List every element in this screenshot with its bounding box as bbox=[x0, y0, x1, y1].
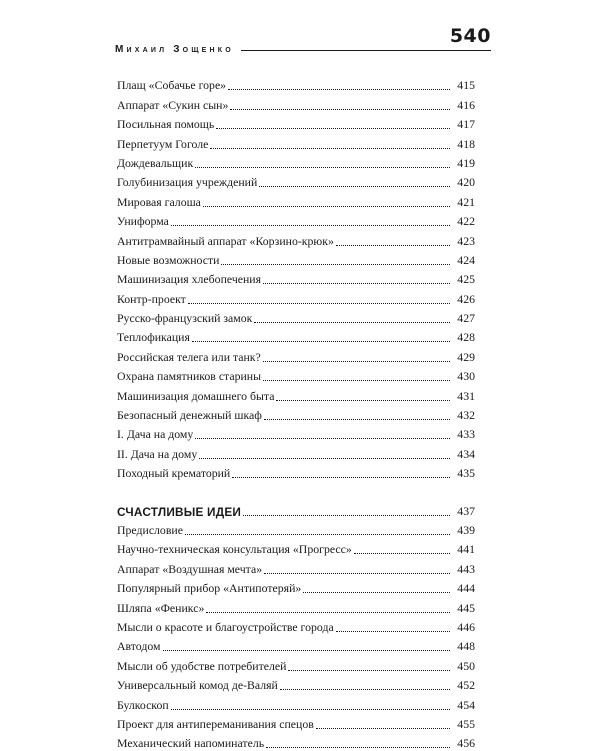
table-of-contents bbox=[117, 74, 475, 751]
toc-entry bbox=[117, 423, 475, 442]
toc-entry bbox=[117, 365, 475, 384]
toc-entry-title: Русско-французский замок bbox=[117, 311, 253, 326]
toc-list-part1 bbox=[117, 74, 475, 481]
toc-entry bbox=[117, 93, 475, 112]
toc-entry-title: Российская телега или танк? bbox=[117, 349, 261, 364]
dot-leader bbox=[280, 689, 450, 690]
toc-entry-title: Посильная помощь bbox=[117, 117, 215, 132]
toc-entry-title: Мысли об удобстве потребителей bbox=[117, 658, 287, 673]
page-number: 540 bbox=[449, 25, 491, 47]
toc-entry-page-number: 427 bbox=[457, 311, 475, 326]
toc-entry-title: Контр-проект bbox=[117, 291, 186, 306]
toc-entry-page-number: 426 bbox=[457, 291, 475, 306]
toc-entry-page-number: 443 bbox=[457, 561, 475, 576]
toc-entry-title: Научно-техническая консультация «Прогресс» bbox=[117, 542, 352, 557]
toc-entry-page-number: 439 bbox=[457, 522, 475, 537]
toc-entry-title: Популярный прибор «Антипотеряй» bbox=[117, 581, 302, 596]
dot-leader bbox=[195, 167, 450, 168]
dot-leader bbox=[232, 477, 450, 478]
dot-leader bbox=[228, 89, 450, 90]
toc-entry-title: Мысли о красоте и благоустройстве города bbox=[117, 619, 334, 634]
toc-entry-title: I. Дача на дому bbox=[117, 427, 194, 442]
toc-entry-page-number: 454 bbox=[457, 697, 475, 712]
toc-entry-page-number: 425 bbox=[457, 272, 475, 287]
toc-entry-page-number: 422 bbox=[457, 214, 475, 229]
dot-leader bbox=[206, 612, 450, 613]
dot-leader bbox=[263, 380, 450, 381]
toc-entry bbox=[117, 693, 475, 712]
toc-entry-page-number: 432 bbox=[457, 408, 475, 423]
toc-entry-title: Булкоскоп bbox=[117, 697, 169, 712]
toc-entry-title: Голубинизация учреждений bbox=[117, 175, 258, 190]
toc-entry-page-number: 444 bbox=[457, 581, 475, 596]
toc-section-heading bbox=[117, 499, 475, 518]
toc-entry bbox=[117, 345, 475, 364]
dot-leader bbox=[264, 573, 450, 574]
dot-leader bbox=[192, 341, 450, 342]
toc-entry-page-number: 428 bbox=[457, 330, 475, 345]
dot-leader bbox=[263, 283, 450, 284]
toc-entry-title: Безопасный денежный шкаф bbox=[117, 408, 262, 423]
toc-entry bbox=[117, 249, 475, 268]
toc-entry bbox=[117, 713, 475, 732]
dot-leader bbox=[259, 186, 450, 187]
toc-entry bbox=[117, 404, 475, 423]
dot-leader bbox=[210, 148, 450, 149]
toc-entry-title: Мировая галоша bbox=[117, 194, 201, 209]
dot-leader bbox=[316, 728, 450, 729]
toc-entry-title: Механический напоминатель bbox=[117, 736, 265, 751]
dot-leader bbox=[203, 206, 450, 207]
dot-leader bbox=[243, 515, 450, 516]
toc-entry bbox=[117, 442, 475, 461]
toc-entry-page-number: 456 bbox=[457, 736, 475, 751]
toc-entry-page-number: 421 bbox=[457, 194, 475, 209]
toc-entry bbox=[117, 462, 475, 481]
toc-entry-page-number: 445 bbox=[457, 600, 475, 615]
dot-leader bbox=[276, 400, 450, 401]
dot-leader bbox=[199, 458, 450, 459]
toc-entry bbox=[117, 616, 475, 635]
toc-entry-page-number: 450 bbox=[457, 658, 475, 673]
toc-entry-page-number: 452 bbox=[457, 678, 475, 693]
toc-entry bbox=[117, 210, 475, 229]
toc-entry-page-number: 424 bbox=[457, 252, 475, 267]
toc-entry bbox=[117, 307, 475, 326]
toc-entry bbox=[117, 654, 475, 673]
toc-entry-title: Предисловие bbox=[117, 522, 183, 537]
running-header bbox=[115, 44, 491, 60]
toc-entry-page-number: 420 bbox=[457, 175, 475, 190]
toc-entry-title: Автодом bbox=[117, 639, 161, 654]
toc-entry-page-number: 415 bbox=[457, 78, 475, 93]
dot-leader bbox=[266, 747, 450, 748]
toc-entry-title: Дождевальщик bbox=[117, 155, 194, 170]
section-page-number: 437 bbox=[457, 503, 475, 518]
toc-entry-title: Перпетуум Гоголе bbox=[117, 136, 209, 151]
toc-entry-title: Охрана памятников старины bbox=[117, 369, 262, 384]
toc-entry-title: Новые возможности bbox=[117, 252, 220, 267]
toc-entry bbox=[117, 557, 475, 576]
dot-leader bbox=[185, 534, 450, 535]
toc-entry bbox=[117, 287, 475, 306]
toc-entry-page-number: 423 bbox=[457, 233, 475, 248]
toc-entry bbox=[117, 732, 475, 751]
toc-entry-title: Машинизация домашнего быта bbox=[117, 388, 275, 403]
toc-entry bbox=[117, 132, 475, 151]
toc-entry-page-number: 419 bbox=[457, 155, 475, 170]
toc-entry-page-number: 433 bbox=[457, 427, 475, 442]
toc-entry-title: Машинизация хлебопечения bbox=[117, 272, 262, 287]
dot-leader bbox=[171, 709, 450, 710]
toc-entry bbox=[117, 596, 475, 615]
dot-leader bbox=[230, 109, 450, 110]
toc-entry-title: II. Дача на дому bbox=[117, 446, 198, 461]
toc-entry bbox=[117, 674, 475, 693]
toc-entry-title: Шляпа «Феникс» bbox=[117, 600, 205, 615]
toc-list-part2 bbox=[117, 519, 475, 751]
section-gap bbox=[117, 481, 475, 499]
dot-leader bbox=[216, 128, 450, 129]
toc-entry-page-number: 434 bbox=[457, 446, 475, 461]
toc-entry bbox=[117, 384, 475, 403]
header-rule bbox=[241, 50, 491, 51]
toc-entry-page-number: 418 bbox=[457, 136, 475, 151]
toc-entry-title: Униформа bbox=[117, 214, 169, 229]
toc-entry-page-number: 455 bbox=[457, 716, 475, 731]
toc-entry bbox=[117, 74, 475, 93]
dot-leader bbox=[264, 419, 450, 420]
dot-leader bbox=[303, 592, 450, 593]
toc-entry-title: Аппарат «Воздушная мечта» bbox=[117, 561, 263, 576]
author-name: Михаил Зощенко bbox=[115, 44, 234, 55]
dot-leader bbox=[195, 438, 450, 439]
dot-leader bbox=[336, 245, 450, 246]
toc-entry-title: Плащ «Собачье горе» bbox=[117, 78, 227, 93]
toc-entry bbox=[117, 577, 475, 596]
toc-entry-page-number: 446 bbox=[457, 619, 475, 634]
toc-entry bbox=[117, 190, 475, 209]
toc-entry bbox=[117, 326, 475, 345]
toc-entry-page-number: 430 bbox=[457, 369, 475, 384]
toc-entry bbox=[117, 538, 475, 557]
toc-entry-page-number: 431 bbox=[457, 388, 475, 403]
toc-entry-title: Походный крематорий bbox=[117, 466, 231, 481]
dot-leader bbox=[171, 225, 450, 226]
dot-leader bbox=[254, 322, 450, 323]
toc-entry-page-number: 435 bbox=[457, 466, 475, 481]
toc-entry bbox=[117, 171, 475, 190]
toc-entry bbox=[117, 229, 475, 248]
dot-leader bbox=[221, 264, 450, 265]
toc-entry-page-number: 448 bbox=[457, 639, 475, 654]
toc-entry bbox=[117, 268, 475, 287]
toc-entry bbox=[117, 113, 475, 132]
toc-entry-page-number: 429 bbox=[457, 349, 475, 364]
toc-entry-title: Универсальный комод де-Валяй bbox=[117, 678, 278, 693]
toc-entry bbox=[117, 152, 475, 171]
toc-entry-title: Теплофикация bbox=[117, 330, 190, 345]
section-title: СЧАСТЛИВЫЕ ИДЕИ bbox=[117, 504, 242, 519]
toc-entry-title: Проект для антипереманивания спецов bbox=[117, 716, 314, 731]
dot-leader bbox=[354, 553, 450, 554]
dot-leader bbox=[163, 650, 451, 651]
toc-entry bbox=[117, 635, 475, 654]
toc-entry bbox=[117, 519, 475, 538]
toc-entry-page-number: 417 bbox=[457, 117, 475, 132]
toc-entry-page-number: 441 bbox=[457, 542, 475, 557]
toc-entry-title: Аппарат «Сукин сын» bbox=[117, 97, 229, 112]
toc-entry-page-number: 416 bbox=[457, 97, 475, 112]
dot-leader bbox=[336, 631, 450, 632]
dot-leader bbox=[188, 303, 450, 304]
dot-leader bbox=[288, 670, 450, 671]
dot-leader bbox=[263, 361, 450, 362]
toc-entry-title: Антитрамвайный аппарат «Корзино-крюк» bbox=[117, 233, 334, 248]
